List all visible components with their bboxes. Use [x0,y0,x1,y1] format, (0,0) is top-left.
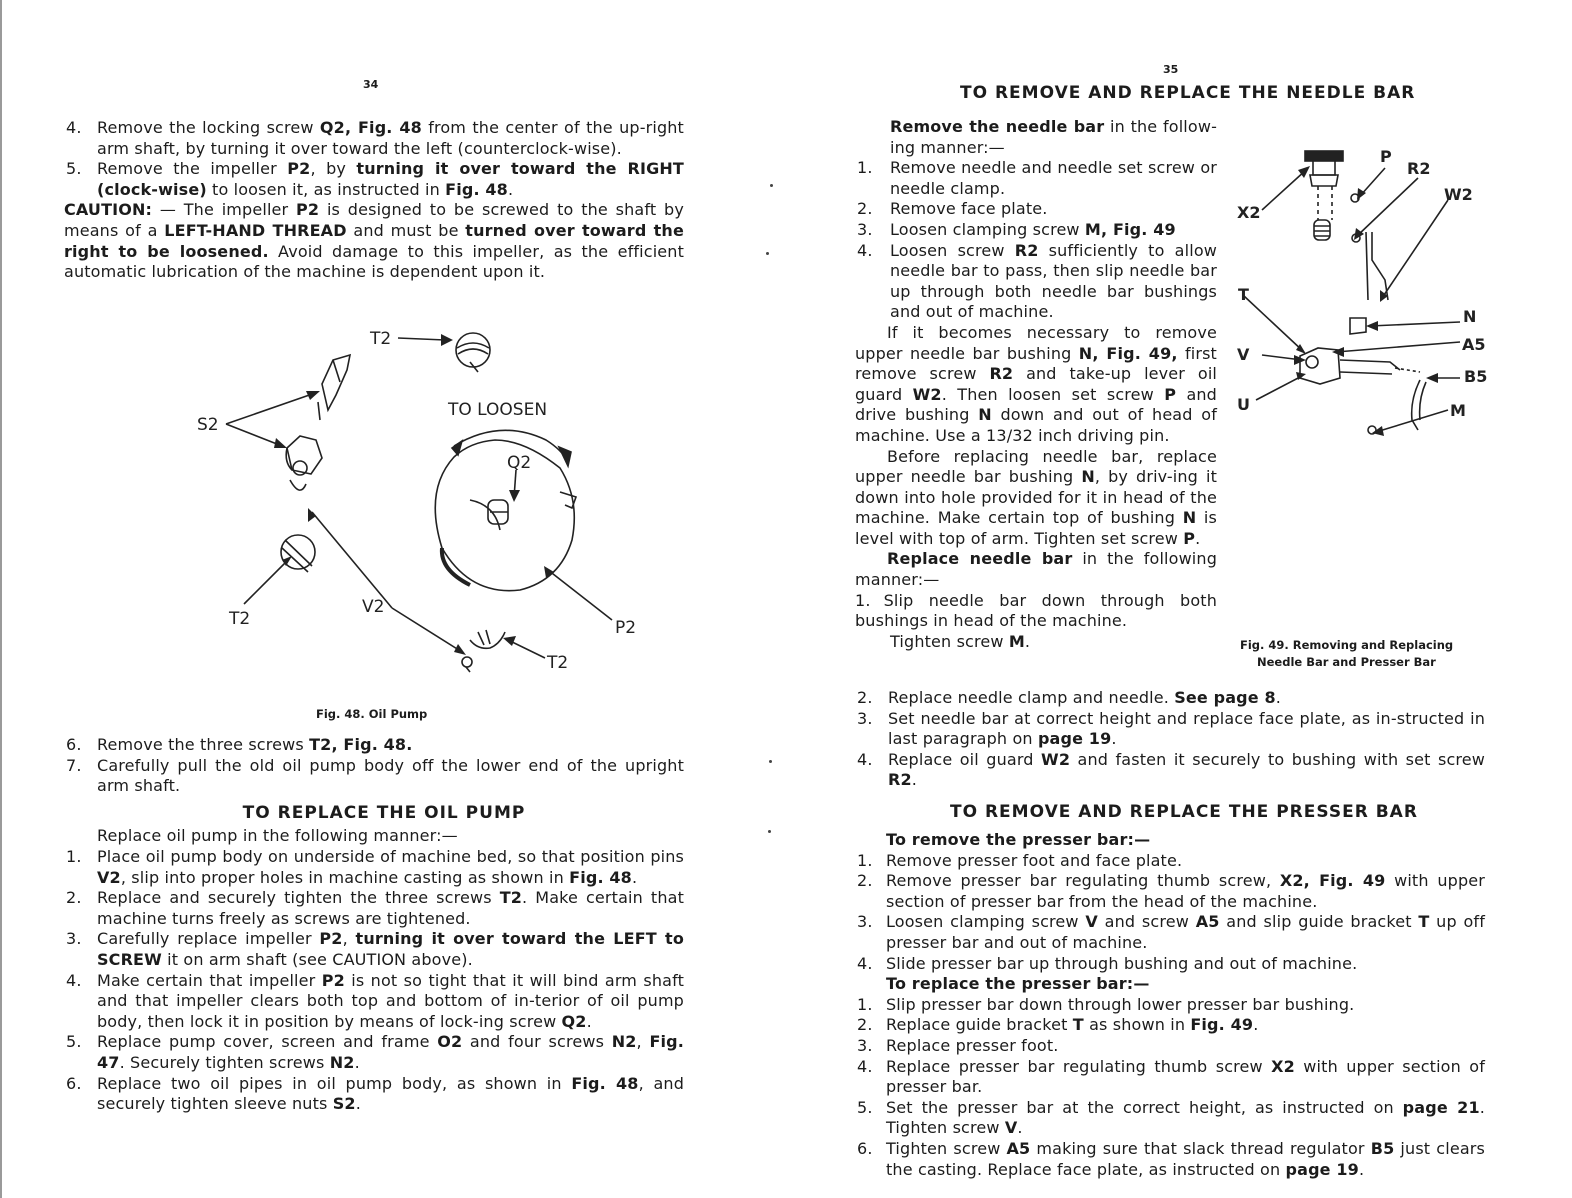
label-b5: B5 [1464,367,1488,386]
step-number: 6. [857,1138,873,1158]
text: . [631,867,638,887]
text: Replace needle clamp and needle. [888,688,1175,707]
label-t2-bottom: T2 [547,653,569,673]
part-ref: N2 [611,1032,637,1052]
text: . [355,1094,361,1114]
fig-ref: Fig. 47 [97,1032,684,1072]
text: Tighten screw [890,631,1009,651]
text: Tighten screw [886,1138,1007,1158]
text: , [342,929,356,949]
text: . [354,1052,360,1072]
figure-49-needle-bar [1230,140,1490,440]
part-ref: B5 [1370,1138,1395,1158]
figure-49-caption-line2: Needle Bar and Presser Bar [1257,655,1436,669]
text: — The impeller [152,200,297,220]
presser-replace-title: To replace the presser bar:— [886,974,1150,994]
part-ref: V2 [97,867,121,887]
part-ref: R2 [1014,240,1039,260]
part-ref: X2 [1271,1056,1295,1076]
text: and drive bushing [855,384,1217,425]
replace-step-3 [64,929,684,970]
label-u: U [1237,395,1250,414]
step-number: 2. [857,688,873,707]
step-number: 2. [857,871,873,891]
text: Remove the impeller [97,159,288,179]
text: . [1253,1015,1259,1035]
step-number: 1. [857,158,873,178]
step-number: 6. [66,1073,82,1093]
part-ref: M [1008,631,1025,651]
fig-ref: Fig. 48 [571,1073,639,1093]
text: , slip into proper holes in machine casting as shown in [120,867,570,887]
text: Replace two oil pipes in oil pump body, as shown in [97,1073,572,1093]
text: from the center of the up-right arm shaft, by turning it over toward the left (counterclock-wise). [97,118,684,158]
text: . [1024,631,1031,651]
text: Remove presser foot and face plate. [886,850,1183,870]
part-ref: R2 [888,770,912,790]
remove-step-1 [855,158,1217,199]
step-number: 1. [857,994,873,1014]
guide-bracket-icon [1300,348,1426,434]
oil-guard-w2-icon [1366,232,1388,300]
step-number: 4. [66,970,82,990]
step-number: 4. [66,118,82,137]
part-ref: S2 [332,1094,356,1114]
step-number: 3. [66,929,82,949]
step-number: 3. [857,219,873,239]
text: in the following manner:— [855,549,1217,590]
part-ref: M, Fig. 49 [1084,219,1176,239]
text: and four screws [462,1032,612,1052]
part-ref: O2 [437,1032,463,1052]
part-ref: N [978,405,992,425]
step-number: 2. [857,199,873,219]
fig-ref: Fig. 48 [569,867,632,887]
step-number: 4. [857,240,873,260]
text: it on arm shaft (see CAUTION above). [161,949,473,969]
presser-replace-step-2 [855,1015,1485,1036]
gutter-mark [770,184,773,187]
text: Set the presser bar at the correct height, as instructed on [886,1097,1403,1117]
step-number: 2. [857,1015,873,1035]
step-number: 6. [66,735,82,754]
replace-step-4 [64,971,684,1033]
caution-paragraph [64,200,684,282]
step-number: 2. [66,888,82,908]
text: and slip guide bracket [1219,912,1419,932]
presser-replace-step-3 [855,1036,1485,1057]
text: up off presser bar and out of machine. [886,912,1485,952]
text: . [1111,729,1117,749]
part-ref: P2 [319,929,343,949]
remove-step-4 [855,241,1217,323]
label-t2-left: T2 [229,609,251,629]
label-q2: Q2 [507,453,532,473]
remove-step-3 [855,220,1217,241]
text: Replace guide bracket [886,1015,1073,1035]
needle-bar-column [855,117,1217,652]
label-v: V [1237,345,1250,364]
part-ref: P [1164,384,1177,404]
text: is not so tight that it will bind arm shaft and that impeller clears both top and bottom of in-terior of oil pump body, then lock it in position by means of lock-ing screw [97,970,685,1031]
figure-49-caption-line1: Fig. 49. Removing and Replacing [1240,638,1454,652]
text: If it becomes necessary to remove upper needle bar bushing [855,322,1217,363]
screw-t2-left-icon [281,535,315,572]
label-a5: A5 [1462,335,1486,354]
part-ref: T2 [499,888,523,908]
part-ref: R2 [989,364,1014,384]
replace-step-2 [855,688,1485,709]
step-number: 3. [857,912,873,932]
emphasis: Remove the needle bar [890,117,1105,136]
text: Make certain that impeller [97,970,322,990]
part-ref: P2 [321,970,345,990]
arrow-head-icon [559,447,571,466]
text: Avoid damage to this impeller, as the efficient automatic lubrication of the machine is dependent upon it. [64,241,684,282]
step-5 [64,159,684,200]
part-ref: Q2 [561,1011,587,1031]
text: and take-up lever oil guard [855,364,1218,404]
emphasis: Replace needle bar [887,549,1073,569]
thumb-screw-x2-icon [1305,151,1343,240]
text: is level with top of arm. Tighten set screw [855,508,1217,548]
text: Place oil pump body on underside of machine bed, so that position pins [97,846,684,866]
text: . [1195,528,1201,548]
label-r2: R2 [1407,159,1431,178]
page-number: 35 [1163,63,1179,76]
emphasis: turning it over toward the RIGHT (clock-wise) [97,159,684,199]
step-number: 5. [857,1097,873,1117]
step-number: 3. [857,708,873,728]
part-ref: X2, Fig. 49 [1279,871,1386,891]
presser-bar-section [855,830,1485,1180]
label-x2: X2 [1237,203,1261,222]
remove-intro [855,117,1217,158]
page-number: 34 [363,78,379,91]
bushing-n-icon [1350,318,1366,334]
text: . [1358,1159,1365,1179]
replace-step-1 [64,847,684,888]
text: Remove the locking screw [97,118,320,137]
replace-step-4 [855,750,1485,791]
step-number: 5. [66,159,82,179]
text: Slide presser bar up through bushing and out of machine. [886,953,1358,973]
hex-nut-icon [286,436,322,490]
text: with upper section of presser bar. [886,1056,1485,1097]
text: . Securely tighten screws [119,1052,330,1072]
paragraph-before-replacing [855,447,1217,550]
label-n: N [1463,307,1477,326]
section-heading-presser-bar: TO REMOVE AND REPLACE THE PRESSER BAR [950,802,1418,822]
step-number: 4. [857,749,873,769]
figure-48-caption: Fig. 48. Oil Pump [316,707,428,721]
presser-remove-step-4 [855,954,1485,975]
part-ref: N2 [329,1052,355,1072]
replace-step-5 [64,1032,684,1073]
text: Before replacing needle bar, replace upper needle bar bushing [855,446,1217,487]
text: . [507,179,514,199]
fig-ref: Fig. 49 [1190,1015,1254,1035]
part-ref: T2, Fig. 48. [309,735,413,754]
text: Set needle bar at correct height and replace face plate, as in-structed in last paragraph on [888,708,1485,749]
step-6 [64,735,684,756]
text: Carefully replace impeller [97,929,320,949]
label-s2: S2 [197,415,219,435]
sleeve-nut-s2-icon [318,355,350,420]
step-number: 5. [66,1032,82,1052]
presser-remove-step-3 [855,912,1485,953]
presser-replace-step-1 [855,995,1485,1016]
emphasis: LEFT-HAND THREAD [164,220,347,240]
text: Remove needle and needle set screw or needle clamp. [890,158,1217,198]
step-number: 3. [857,1035,873,1055]
label-m: M [1450,401,1466,420]
label-v2: V2 [362,597,385,617]
part-ref: Q2, Fig. 48 [319,118,422,137]
text: , by driv-ing it down into hole provided for it in head of the machine. Make certain top of bushing [855,467,1217,528]
text: and fasten it securely to bushing with set screw [1070,749,1486,769]
text: first remove screw [855,343,1217,384]
text: . Tighten screw [886,1097,1485,1138]
part-ref: T [1072,1015,1084,1035]
emphasis: turning it over toward the LEFT to SCREW [97,929,684,969]
replace-step-6 [64,1074,684,1115]
text: Carefully pull the old oil pump body off the lower end of the upright arm shaft. [97,755,684,796]
part-ref: P [1183,528,1196,548]
part-ref: N [1081,467,1095,487]
right-page [780,0,1572,1198]
figure-48-oil-pump [180,320,660,690]
step-7 [64,756,684,797]
paragraph-bushing [855,323,1217,447]
presser-replace-step-5 [855,1098,1485,1139]
text: . Make certain that machine turns freely as screws are tightened. [97,888,684,928]
step-number: 4. [857,1056,873,1076]
text: Replace pump cover, screen and frame [97,1032,438,1052]
label-p2: P2 [615,618,637,638]
step-number: 7. [66,755,82,775]
text: making sure that slack thread regulator [1030,1138,1371,1158]
part-ref: V [1085,912,1098,932]
replace-intro: Replace oil pump in the following manner:— [97,826,458,846]
presser-remove-step-1 [855,851,1485,872]
text: Loosen screw [890,240,1015,260]
step-number: 1. [66,846,82,866]
part-ref: V [1004,1118,1018,1138]
text: . [911,770,918,790]
step-number: 4. [857,953,873,973]
presser-remove-title: To remove the presser bar:— [886,830,1151,849]
screw-t2-bottom-icon [462,630,505,672]
part-ref: A5 [1006,1138,1031,1158]
removal-steps [64,735,684,1115]
text: Slip needle bar down through both bushings in head of the machine. [855,590,1217,631]
label-t: T [1238,285,1249,304]
part-ref: W2 [912,384,942,404]
text: down and out of head of machine. Use a 13/32 inch driving pin. [855,405,1217,445]
text: in the follow-ing manner:— [890,117,1217,157]
text: as shown in [1083,1015,1191,1035]
fig-ref: Fig. 48 [445,179,508,199]
left-page [0,0,780,1198]
part-ref: P2 [287,159,311,179]
page-ref: page 21 [1402,1097,1480,1117]
emphasis: turned over toward the right to be loosened. [64,220,684,261]
text: , and securely tighten sleeve nuts [97,1073,684,1114]
step-number: 1. [855,590,871,610]
text: Loosen clamping screw [886,912,1086,932]
part-ref: W2 [1041,749,1071,769]
screw-t2-top-icon [456,333,490,372]
text: , by [310,159,357,179]
needle-bar-replace-steps [855,688,1485,791]
text: . [586,1011,592,1031]
part-ref: P2 [296,200,320,220]
part-ref: A5 [1195,912,1220,932]
text: . Then loosen set screw [941,384,1165,404]
text: Remove presser bar regulating thumb screw, [886,871,1280,891]
text: Replace and securely tighten the three screws [97,888,500,908]
gutter-mark [766,252,769,255]
text: Replace presser foot. [886,1035,1059,1055]
remove-step-2 [855,199,1217,220]
replace-step-1 [855,591,1217,632]
arrow-tail-icon [452,441,462,455]
text: just clears the casting. Replace face plate, as instructed on [886,1138,1485,1179]
page-ref: page 19 [1285,1159,1359,1179]
text: is designed to be screwed to the shaft by means of a [64,200,684,240]
text: . [1275,688,1282,707]
presser-remove-step-2 [855,871,1485,912]
text: and must be [346,220,466,240]
text: . [1017,1118,1023,1138]
text: sufficiently to allow needle bar to pass, then slip needle bar up through both needle bar bushings and out of machine. [890,240,1217,322]
part-ref: T [1418,912,1430,932]
text: and screw [1097,912,1196,932]
text: Replace oil guard [888,749,1042,769]
label-t2-top: T2 [370,329,392,349]
label-w2: W2 [1444,185,1473,204]
gutter-mark [768,830,771,833]
text: , [636,1032,650,1052]
text: Replace presser bar regulating thumb screw [886,1056,1272,1076]
label-to-loosen: TO LOOSEN [448,400,548,420]
text: Remove the three screws [97,735,310,754]
part-ref: N [1182,508,1197,528]
part-ref: N, Fig. 49, [1078,343,1178,363]
replace-step-1-continued [855,632,1217,653]
text: Loosen clamping screw [890,219,1085,239]
replace-intro [855,549,1217,590]
presser-replace-step-6 [855,1139,1485,1180]
section-heading-needle-bar: TO REMOVE AND REPLACE THE NEEDLE BAR [960,83,1416,103]
page-ref: See page 8 [1174,688,1276,707]
step-4 [64,118,684,159]
caution-label: CAUTION: [64,200,153,220]
section-heading-replace-oil-pump: TO REPLACE THE OIL PUMP [242,802,526,823]
text: Remove face plate. [890,199,1048,219]
presser-replace-step-4 [855,1057,1485,1098]
step-number: 1. [857,850,873,870]
replace-step-3 [855,709,1485,750]
text: Slip presser bar down through lower presser bar bushing. [886,994,1355,1014]
text: to loosen it, as instructed in [206,179,446,199]
oil-pump-body-icon [435,440,576,591]
gutter-mark [769,760,772,763]
page-ref: page 19 [1037,729,1112,749]
label-p: P [1380,147,1392,166]
text: with upper section of presser bar from the head of the machine. [886,871,1485,911]
replace-step-2 [64,888,684,929]
intro-steps [64,118,684,283]
